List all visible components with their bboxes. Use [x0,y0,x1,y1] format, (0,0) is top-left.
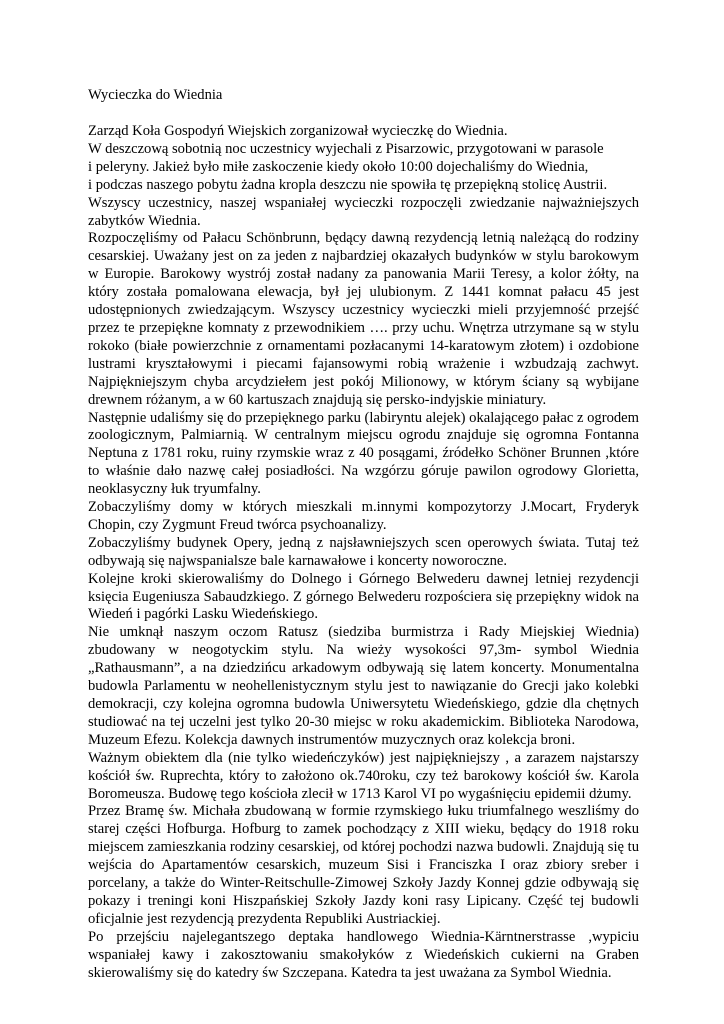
paragraph-kartnerstrasse: Po przejściu najelegantszego deptaka handlowego Wiednia-Kärntnerstrasse ,wypiciu wspaniałej kawy i zakosztowaniu smakołyków z Wiedeńskich cukierni na Graben skierowaliśmy się do katedry św Szczepana. Katedra ta jest uważana za Symbol Wiednia. [88,928,639,981]
paragraph-hofburg: Przez Bramę św. Michała zbudowaną w formie rzymskiego łuku triumfalnego weszliśmy do starej części Hofburga. Hofburg to zamek pochodzący z XIII wieku, będący do 1918 roku miejscem zamieszkania rodziny cesarskiej, od której pochodzi nazwa budowli. Znajdują się tu wejścia do Apartamentów cesarskich, muzeum Sisi i Franciszka I oraz zbiory sreber i porcelany, a także do Winter-Reitschulle-Zimowej Szkoły Jazdy Konnej gdzie odbywają się pokazy i treningi koni Hiszpańskiej Szkoły Jazdy koni rasy Lipicany. Część tej budowli oficjalnie jest rezydencją prezydenta Republiki Austriackiej. [88,803,639,927]
intro-line: i podczas naszego pobytu żadna kropla deszczu nie spowiła tę przepiękną stolicę Austrii. [88,176,608,193]
intro-line: i peleryny. Jakież było miłe zaskoczenie kiedy około 10:00 dojechaliśmy do Wiednia, [88,158,589,175]
document-title: Wycieczka do Wiednia [88,87,223,103]
paragraph-schonbrunn: Rozpoczęliśmy od Pałacu Schönbrunn, będący dawną rezydencją letnią należącą do rodziny cesarskiej. Uważany jest on za jeden z najbardziej okazałych budynków w stylu barokowym w Europie. Barokowy wystrój został nadany za panowania Marii Teresy, a kolor żółty, na który została pomalowana elewacja, był jej ulubionym. Z 1441 komnat pałacu 45 jest udostępnionych zwiedzającym. Wszyscy uczestnicy wycieczki mieli przyjemność przejść przez te przepiękne komnaty z przewodnikiem …. przy uchu. Wnętrza utrzymane są w stylu rokoko (białe powierzchnie z ornamentami pozłacanymi 14-karatowym złotem) i ozdobione lustrami kryształowymi i piecami fajansowymi robią wrażenie i wzbudzają zachwyt. Najpiękniejszym chyba arcydziełem jest pokój Milionowy, w którym ściany są wybijane drewnem różanym, a w 60 kartuszach znajdują się persko-indyjskie miniatury. [88,230,639,408]
paragraph-rathaus: Nie umknął naszym oczom Ratusz (siedziba burmistrza i Rady Miejskiej Wiednia) zbudowany w neogotyckim stylu. Na wieży wysokości 97,3m- symbol Wiednia „Rathausmann”, a na dziedzińcu arkadowym odbywają się latem koncerty. Monumentalna budowla Parlamentu w neohellenistycznym stylu jest to nawiązanie do Grecji jako kolebki demokracji, czy kolejna ogromna budowla Uniwersytetu Wiedeńskiego, gdzie dla chętnych studiować na tej uczelni jest tylko 20-30 miejsc w roku akademickim. Biblioteka Narodowa, Muzeum Efezu. Kolekcja dawnych instrumentów muzycznych oraz kolekcja broni. [88,624,639,748]
paragraph-belvedere: Kolejne kroki skierowaliśmy do Dolnego i Górnego Belwederu dawnej letniej rezydencji księcia Eugeniusza Sabaudzkiego. Z górnego Belwederu rozpościera się przepiękny widok na Wiedeń i pagórki Lasku Wiedeńskiego. [88,570,639,623]
paragraph-composers: Zobaczyliśmy domy w których mieszkali m.innymi kompozytorzy J.Mocart, Fryderyk Chopin, czy Zygmunt Freud twórca psychoanalizy. [88,499,639,533]
paragraph-park: Następnie udaliśmy się do przepięknego parku (labiryntu alejek) okalającego pałac z ogrodem zoologicznym, Palmiarnią. W centralnym miejscu ogrodu znajduje się ogromna Fontanna Neptuna z 1781 roku, ruiny rzymskie wraz z 40 posągami, źródełko Schöner Brunnen ,które to właśnie dało nazwę całej posiadłości. Na wzgórzu góruje pawilon ogrodowy Glorietta, neoklasyczny łuk tryumfalny. [88,409,639,498]
intro-line: W deszczową sobotnią noc uczestnicy wyjechali z Pisarzowic, przygotowani w parasole [88,140,604,157]
paragraph-start: Wszyscy uczestnicy, naszej wspaniałej wycieczki rozpoczęli zwiedzanie najważniejszych zabytków Wiednia. [88,194,639,229]
paragraph-churches: Ważnym obiektem dla (nie tylko wiedeńczyków) jest najpiękniejszy , a zarazem najstarszy kościół św. Ruprechta, który to założono ok.740roku, czy też barokowy kościół św. Karola Boromeusza. Budowę tego kościoła zlecił w 1713 Karol VI po wygaśnięciu epidemii dżumy. [88,749,639,802]
paragraph-opera: Zobaczyliśmy budynek Opery, jedną z najsławniejszych scen operowych świata. Tutaj też odbywają się najwspanialsze bale karnawałowe i koncerty noworoczne. [88,534,639,569]
intro-paragraph [88,123,639,195]
intro-line: Zarząd Koła Gospodyń Wiejskich zorganizował wycieczkę do Wiednia. [88,123,508,139]
document-body [88,123,639,983]
